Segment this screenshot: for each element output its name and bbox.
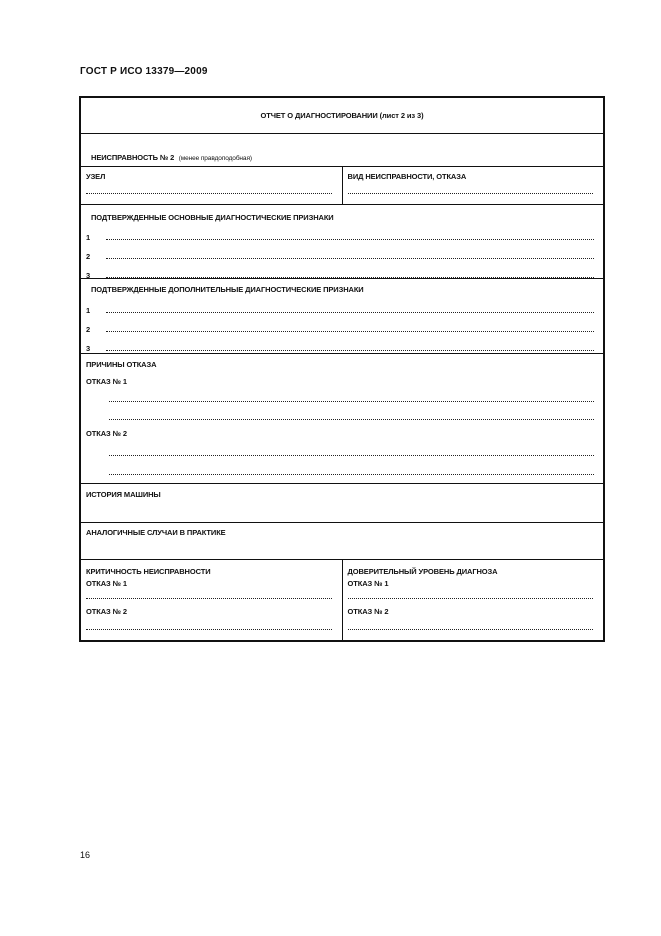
page-number: 16 [80,850,91,860]
similar-cases-label: АНАЛОГИЧНЫЕ СЛУЧАИ В ПРАКТИКЕ [86,528,226,537]
criticality-field-1[interactable] [86,598,332,599]
item-number: 3 [86,271,91,280]
cause2-field-2[interactable] [109,474,594,475]
item-number: 1 [86,306,91,315]
criticality-confidence-section [81,559,603,640]
fault-heading [91,147,252,165]
form-title: ОТЧЕТ О ДИАГНОСТИРОВАНИИ (лист 2 из 3) [260,111,424,120]
fault-type-cell [342,167,604,204]
item-number: 2 [86,252,91,261]
confidence-field-1[interactable] [348,598,594,599]
node-type-section [81,166,603,204]
criticality-field-2[interactable] [86,629,332,630]
causes-failure1-label: ОТКАЗ № 1 [86,377,127,386]
criticality-cell [81,560,342,640]
causes-failure2-label: ОТКАЗ № 2 [86,429,127,438]
confidence-failure1-label: ОТКАЗ № 1 [347,579,389,588]
confidence-label: ДОВЕРИТЕЛЬНЫЙ УРОВЕНЬ ДИАГНОЗА [347,567,498,576]
extra-sign-field-1[interactable] [106,312,594,313]
confidence-cell [342,560,604,640]
form-title-section [81,98,603,133]
list-item [81,334,603,353]
cause1-field-2[interactable] [109,419,594,420]
causes-section [81,353,603,483]
main-signs-list [81,223,603,280]
diagnosis-report-form [79,96,605,642]
causes-label: ПРИЧИНЫ ОТКАЗА [86,360,157,369]
criticality-label: КРИТИЧНОСТЬ НЕИСПРАВНОСТИ [86,567,211,576]
cause2-field-1[interactable] [109,455,594,456]
node-field[interactable] [86,193,332,194]
criticality-failure1-label: ОТКАЗ № 1 [86,579,127,588]
criticality-failure2-label: ОТКАЗ № 2 [86,607,127,616]
main-sign-field-1[interactable] [106,239,594,240]
extra-signs-list [81,296,603,353]
list-item [81,223,603,242]
list-item [81,296,603,315]
extra-signs-label: ПОДТВЕРЖДЕННЫЕ ДОПОЛНИТЕЛЬНЫЕ ДИАГНОСТИЧЕСКИЕ ПРИЗНАКИ [91,285,364,294]
main-sign-field-2[interactable] [106,258,594,259]
confidence-failure2-label: ОТКАЗ № 2 [347,607,389,616]
fault-type-label: ВИД НЕИСПРАВНОСТИ, ОТКАЗА [347,172,467,181]
node-cell [81,167,342,204]
list-item [81,315,603,334]
item-number: 2 [86,325,91,334]
similar-cases-section [81,522,603,559]
extra-sign-field-2[interactable] [106,331,594,332]
standard-header: ГОСТ Р ИСО 13379—2009 [80,66,208,77]
node-label: УЗЕЛ [86,172,106,181]
fault-section [81,133,603,166]
main-signs-label: ПОДТВЕРЖДЕННЫЕ ОСНОВНЫЕ ДИАГНОСТИЧЕСКИЕ ПРИЗНАКИ [91,213,334,222]
fault-qualifier: (менее правдоподобная) [178,155,252,162]
list-item [81,242,603,261]
extra-sign-field-3[interactable] [106,350,594,351]
item-number: 1 [86,233,91,242]
cause1-field-1[interactable] [109,401,594,402]
fault-label: НЕИСПРАВНОСТЬ № 2 [91,153,175,162]
main-signs-section [81,204,603,278]
extra-signs-section [81,278,603,353]
history-section [81,483,603,522]
history-label: ИСТОРИЯ МАШИНЫ [86,490,161,499]
fault-type-field[interactable] [348,193,594,194]
confidence-field-2[interactable] [348,629,594,630]
item-number: 3 [86,344,91,353]
